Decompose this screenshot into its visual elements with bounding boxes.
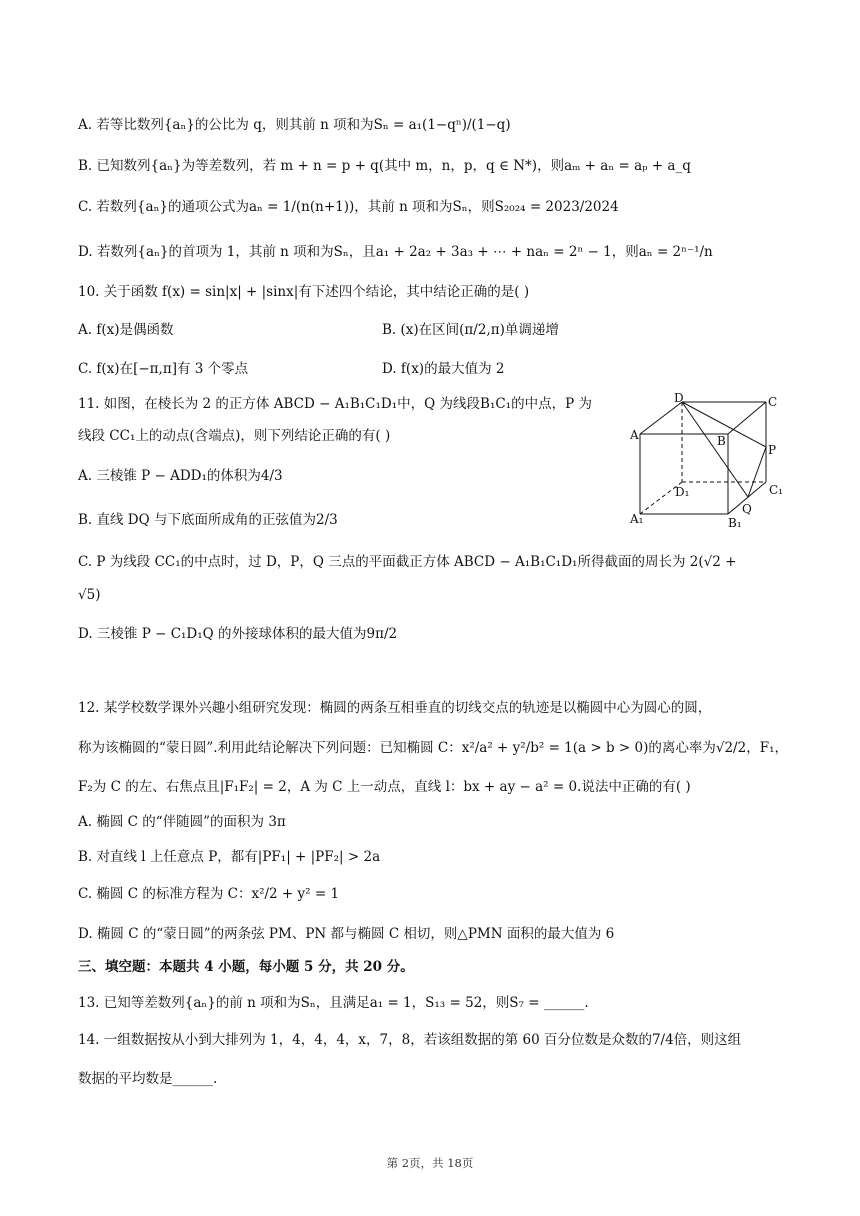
label-Q: Q <box>742 502 752 516</box>
cube-figure <box>628 392 788 532</box>
question-11-line1: 11. 如图，在棱长为 2 的正方体 ABCD − A₁B₁C₁D₁中，Q 为线段B₁C₁的中点，P 为 <box>78 396 592 412</box>
option-11c-line1: C. P 为线段 CC₁的中点时，过 D，P，Q 三点的平面截正方体 ABCD − A₁B₁C₁D₁所得截面的周长为 2(√2 + <box>78 554 737 570</box>
option-12c: C. 椭圆 C 的标准方程为 C：x²/2 + y² = 1 <box>78 886 340 902</box>
question-13: 13. 已知等差数列{aₙ}的前 n 项和为Sₙ，且满足a₁ = 1，S₁₃ = 52，则S₇ = ______. <box>78 995 589 1011</box>
question-10: 10. 关于函数 f(x) = sin|x| + |sinx|有下述四个结论，其中结论正确的是( ) <box>78 284 530 300</box>
label-P: P <box>768 443 777 457</box>
option-11d: D. 三棱锥 P − C₁D₁Q 的外接球体积的最大值为9π/2 <box>78 626 398 642</box>
label-A1: A₁ <box>630 512 644 526</box>
option-11b: B. 直线 DQ 与下底面所成角的正弦值为2/3 <box>78 512 338 528</box>
option-10b: B. (x)在区间(π/2,π)单调递增 <box>382 322 559 338</box>
label-C1: C₁ <box>769 483 783 497</box>
page-footer: 第 2页，共 18页 <box>386 1156 474 1170</box>
question-12-line3: F₂为 C 的左、右焦点且|F₁F₂| = 2，A 为 C 上一动点，直线 l：bx + ay − a² = 0.说法中正确的有( ) <box>78 779 691 795</box>
option-11c-line2: √5) <box>78 587 101 603</box>
label-B1: B₁ <box>728 516 742 530</box>
option-10c: C. f(x)在[−π,π]有 3 个零点 <box>78 361 249 377</box>
section-heading-3: 三、填空题：本题共 4 小题，每小题 5 分，共 20 分。 <box>78 959 414 975</box>
option-9a: A. 若等比数列{aₙ}的公比为 q，则其前 n 项和为Sₙ = a₁(1−qⁿ)/(1−q) <box>78 117 511 133</box>
option-10a: A. f(x)是偶函数 <box>78 322 174 338</box>
label-D: D <box>674 392 684 405</box>
question-11-line2: 线段 CC₁上的动点(含端点)，则下列结论正确的有( ) <box>78 428 391 444</box>
option-9c: C. 若数列{aₙ}的通项公式为aₙ = 1/(n(n+1))，其前 n 项和为Sₙ，则S₂₀₂₄ = 2023/2024 <box>78 199 619 215</box>
label-A: A <box>630 428 639 442</box>
option-10d: D. f(x)的最大值为 2 <box>382 361 505 377</box>
question-14-line2: 数据的平均数是______. <box>78 1071 218 1087</box>
question-12-line1: 12. 某学校数学课外兴趣小组研究发现：椭圆的两条互相垂直的切线交点的轨迹是以椭圆中心为圆心的圆， <box>78 700 712 716</box>
option-12b: B. 对直线 l 上任意点 P，都有|PF₁| + |PF₂| > 2a <box>78 849 381 865</box>
label-D1: D₁ <box>675 485 690 499</box>
option-9d: D. 若数列{aₙ}的首项为 1，其前 n 项和为Sₙ，且a₁ + 2a₂ + 3a₃ + ⋯ + naₙ = 2ⁿ − 1，则aₙ = 2ⁿ⁻¹/n <box>78 244 713 260</box>
label-C: C <box>768 395 778 409</box>
option-11a: A. 三棱锥 P − ADD₁的体积为4/3 <box>78 468 283 484</box>
question-14-line1: 14. 一组数据按从小到大排列为 1，4，4，4，x，7，8，若该组数据的第 60 百分位数是众数的7/4倍，则这组 <box>78 1032 742 1048</box>
option-12d: D. 椭圆 C 的“蒙日圆”的两条弦 PM、PN 都与椭圆 C 相切，则△PMN 面积的最大值为 6 <box>78 926 615 942</box>
option-9b: B. 已知数列{aₙ}为等差数列，若 m + n = p + q(其中 m，n，p，q ∈ N*)，则aₘ + aₙ = aₚ + a_q <box>78 158 691 174</box>
option-12a: A. 椭圆 C 的“伴随圆”的面积为 3π <box>78 814 286 830</box>
question-12-line2: 称为该椭圆的“蒙日圆”.利用此结论解决下列问题：已知椭圆 C：x²/a² + y²/b² = 1(a > b > 0)的离心率为√2/2，F₁， <box>78 740 788 756</box>
label-B: B <box>717 434 726 448</box>
